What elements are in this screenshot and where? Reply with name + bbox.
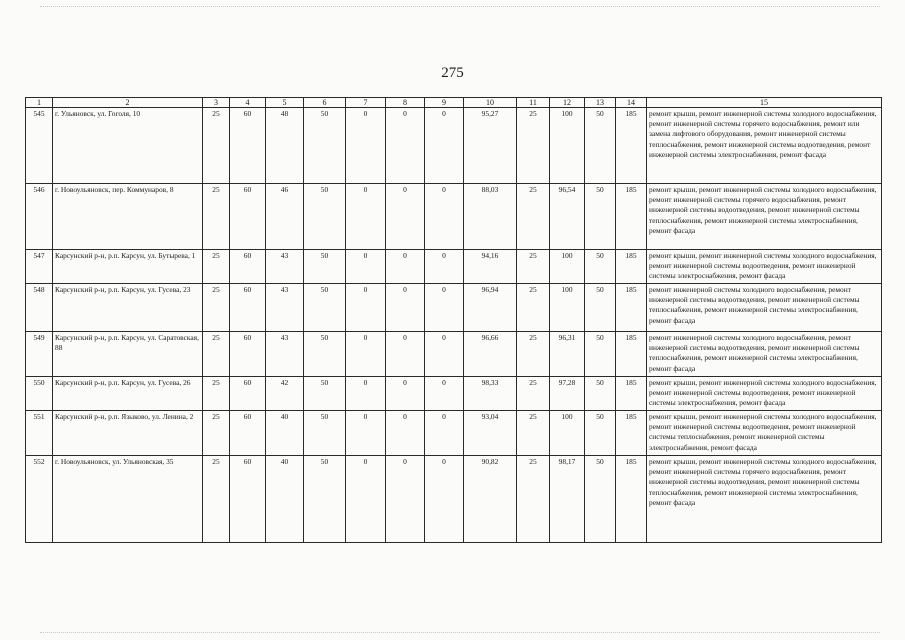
value-cell: 40 <box>266 456 304 543</box>
value-cell: 0 <box>425 456 464 543</box>
value-cell: 25 <box>203 377 230 411</box>
value-cell: 98,17 <box>550 456 585 543</box>
column-header: 1 <box>26 98 53 108</box>
value-cell: 60 <box>230 184 266 250</box>
scan-artifact-top <box>40 6 880 8</box>
address-cell: Карсунский р-н, р.п. Карсун, ул. Бутырева, 1 <box>53 250 203 284</box>
table-row <box>26 411 882 456</box>
value-cell: 25 <box>517 184 550 250</box>
value-cell: 50 <box>304 456 346 543</box>
works-cell: ремонт инженерной системы холодного водоснабжения, ремонт инженерной системы водоотведения, ремонт инженерной системы теплоснабжения, ремонт инженерной системы электроснабжения, ремонт фасада <box>647 332 882 377</box>
value-cell: 60 <box>230 456 266 543</box>
value-cell: 25 <box>517 377 550 411</box>
value-cell: 50 <box>304 108 346 184</box>
table-row <box>26 184 882 250</box>
value-cell: 185 <box>616 411 647 456</box>
value-cell: 50 <box>304 332 346 377</box>
value-cell: 0 <box>346 332 386 377</box>
value-cell: 25 <box>517 411 550 456</box>
table-body <box>26 108 882 543</box>
value-cell: 50 <box>585 456 616 543</box>
value-cell: 25 <box>203 411 230 456</box>
value-cell: 43 <box>266 250 304 284</box>
value-cell: 50 <box>304 377 346 411</box>
value-cell: 60 <box>230 332 266 377</box>
address-cell: Карсунский р-н, р.п. Карсун, ул. Саратовская, 88 <box>53 332 203 377</box>
value-cell: 0 <box>386 108 425 184</box>
value-cell: 0 <box>425 184 464 250</box>
column-header: 8 <box>386 98 425 108</box>
value-cell: 0 <box>346 377 386 411</box>
column-header: 9 <box>425 98 464 108</box>
value-cell: 93,04 <box>464 411 517 456</box>
value-cell: 48 <box>266 108 304 184</box>
table-row <box>26 250 882 284</box>
works-cell: ремонт крыши, ремонт инженерной системы холодного водоснабжения, ремонт инженерной системы водоотведения, ремонт инженерной системы теплоснабжения, ремонт инженерной системы электроснабжения, ремонт фасада <box>647 411 882 456</box>
value-cell: 98,33 <box>464 377 517 411</box>
value-cell: 0 <box>386 411 425 456</box>
value-cell: 0 <box>386 332 425 377</box>
value-cell: 50 <box>585 411 616 456</box>
row-number: 546 <box>26 184 53 250</box>
value-cell: 0 <box>425 250 464 284</box>
value-cell: 25 <box>203 332 230 377</box>
value-cell: 25 <box>203 284 230 332</box>
works-cell: ремонт крыши, ремонт инженерной системы холодного водоснабжения, ремонт инженерной системы водоотведения, ремонт инженерной системы электроснабжения, ремонт фасада <box>647 377 882 411</box>
works-cell: ремонт крыши, ремонт инженерной системы холодного водоснабжения, ремонт инженерной системы горячего водоснабжения, ремонт или замена лифтового оборудования, ремонт инженерной системы теплоснабжения, ремонт инженерной системы водоотведения, ремонт инженерной системы электроснабжения, ремонт фасада <box>647 108 882 184</box>
value-cell: 50 <box>304 250 346 284</box>
column-header: 7 <box>346 98 386 108</box>
column-header: 14 <box>616 98 647 108</box>
value-cell: 60 <box>230 108 266 184</box>
value-cell: 90,82 <box>464 456 517 543</box>
column-header: 5 <box>266 98 304 108</box>
value-cell: 25 <box>203 184 230 250</box>
works-cell: ремонт крыши, ремонт инженерной системы холодного водоснабжения, ремонт инженерной системы водоотведения, ремонт инженерной системы электроснабжения, ремонт фасада <box>647 250 882 284</box>
table-row <box>26 108 882 184</box>
value-cell: 50 <box>304 184 346 250</box>
column-header: 10 <box>464 98 517 108</box>
value-cell: 25 <box>517 108 550 184</box>
value-cell: 60 <box>230 411 266 456</box>
table-row <box>26 332 882 377</box>
value-cell: 185 <box>616 250 647 284</box>
header-row <box>26 98 882 108</box>
value-cell: 50 <box>585 184 616 250</box>
value-cell: 0 <box>386 456 425 543</box>
address-cell: Карсунский р-н, р.п. Карсун, ул. Гусева, 23 <box>53 284 203 332</box>
value-cell: 50 <box>585 284 616 332</box>
row-number: 547 <box>26 250 53 284</box>
value-cell: 0 <box>386 250 425 284</box>
value-cell: 0 <box>425 108 464 184</box>
value-cell: 0 <box>425 411 464 456</box>
value-cell: 50 <box>585 108 616 184</box>
value-cell: 95,27 <box>464 108 517 184</box>
value-cell: 25 <box>203 108 230 184</box>
row-number: 550 <box>26 377 53 411</box>
value-cell: 50 <box>585 332 616 377</box>
table-row <box>26 377 882 411</box>
address-cell: г. Ульяновск, ул. Гоголя, 10 <box>53 108 203 184</box>
value-cell: 185 <box>616 332 647 377</box>
value-cell: 0 <box>425 332 464 377</box>
value-cell: 96,94 <box>464 284 517 332</box>
value-cell: 0 <box>346 284 386 332</box>
value-cell: 25 <box>517 250 550 284</box>
value-cell: 0 <box>425 284 464 332</box>
works-cell: ремонт крыши, ремонт инженерной системы холодного водоснабжения, ремонт инженерной системы горячего водоснабжения, ремонт инженерной системы водоотведения, ремонт инженерной системы теплоснабжения, ремонт инженерной системы электроснабжения, ремонт фасада <box>647 184 882 250</box>
row-number: 552 <box>26 456 53 543</box>
row-number: 549 <box>26 332 53 377</box>
value-cell: 0 <box>346 108 386 184</box>
value-cell: 185 <box>616 284 647 332</box>
value-cell: 0 <box>346 184 386 250</box>
value-cell: 0 <box>386 184 425 250</box>
value-cell: 50 <box>585 250 616 284</box>
value-cell: 0 <box>346 411 386 456</box>
column-header: 12 <box>550 98 585 108</box>
table-row <box>26 456 882 543</box>
value-cell: 100 <box>550 411 585 456</box>
value-cell: 96,31 <box>550 332 585 377</box>
value-cell: 60 <box>230 250 266 284</box>
value-cell: 185 <box>616 377 647 411</box>
address-cell: Карсунский р-н, р.п. Языково, ул. Ленина, 2 <box>53 411 203 456</box>
repair-registry-table <box>25 97 882 543</box>
address-cell: г. Новоульяновск, пер. Коммунаров, 8 <box>53 184 203 250</box>
value-cell: 50 <box>585 377 616 411</box>
address-cell: Карсунский р-н, р.п. Карсун, ул. Гусева, 26 <box>53 377 203 411</box>
column-header: 15 <box>647 98 882 108</box>
value-cell: 43 <box>266 332 304 377</box>
column-header: 4 <box>230 98 266 108</box>
value-cell: 60 <box>230 377 266 411</box>
value-cell: 25 <box>517 332 550 377</box>
value-cell: 0 <box>346 250 386 284</box>
value-cell: 100 <box>550 108 585 184</box>
value-cell: 50 <box>304 411 346 456</box>
value-cell: 60 <box>230 284 266 332</box>
column-header: 6 <box>304 98 346 108</box>
column-header: 13 <box>585 98 616 108</box>
column-header: 11 <box>517 98 550 108</box>
works-cell: ремонт крыши, ремонт инженерной системы холодного водоснабжения, ремонт инженерной системы горячего водоснабжения, ремонт инженерной системы водоотведения, ремонт инженерной системы теплоснабжения, ремонт инженерной системы электроснабжения, ремонт фасада <box>647 456 882 543</box>
value-cell: 185 <box>616 108 647 184</box>
value-cell: 185 <box>616 184 647 250</box>
value-cell: 94,16 <box>464 250 517 284</box>
works-cell: ремонт инженерной системы холодного водоснабжения, ремонт инженерной системы водоотведения, ремонт инженерной системы теплоснабжения, ремонт инженерной системы электроснабжения, ремонт фасада <box>647 284 882 332</box>
page-number: 275 <box>441 65 464 81</box>
value-cell: 97,28 <box>550 377 585 411</box>
value-cell: 0 <box>425 377 464 411</box>
row-number: 548 <box>26 284 53 332</box>
value-cell: 40 <box>266 411 304 456</box>
value-cell: 46 <box>266 184 304 250</box>
value-cell: 25 <box>517 456 550 543</box>
value-cell: 25 <box>203 250 230 284</box>
value-cell: 50 <box>304 284 346 332</box>
column-header: 2 <box>53 98 203 108</box>
value-cell: 25 <box>203 456 230 543</box>
value-cell: 25 <box>517 284 550 332</box>
value-cell: 96,66 <box>464 332 517 377</box>
scan-artifact-bottom <box>40 632 880 634</box>
value-cell: 0 <box>346 456 386 543</box>
address-cell: г. Новоульяновск, ул. Ульяновская, 35 <box>53 456 203 543</box>
row-number: 551 <box>26 411 53 456</box>
value-cell: 100 <box>550 250 585 284</box>
value-cell: 185 <box>616 456 647 543</box>
value-cell: 43 <box>266 284 304 332</box>
value-cell: 0 <box>386 377 425 411</box>
row-number: 545 <box>26 108 53 184</box>
column-header: 3 <box>203 98 230 108</box>
value-cell: 42 <box>266 377 304 411</box>
value-cell: 100 <box>550 284 585 332</box>
value-cell: 0 <box>386 284 425 332</box>
table-row <box>26 284 882 332</box>
value-cell: 88,03 <box>464 184 517 250</box>
value-cell: 96,54 <box>550 184 585 250</box>
